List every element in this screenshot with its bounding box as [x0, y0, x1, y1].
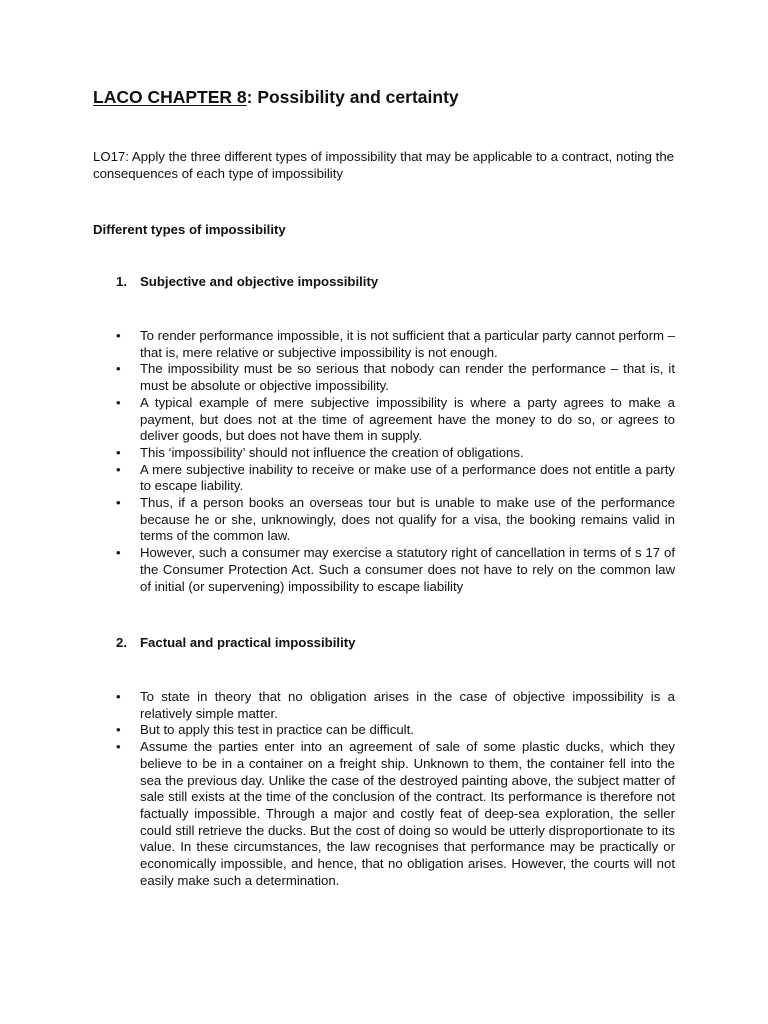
list-item [116, 395, 675, 445]
bullet-glyph: • [116, 361, 121, 377]
section-number: 1. [116, 274, 127, 289]
list-item-text: However, such a consumer may exercise a statutory right of cancellation in terms of s 17 of the Consumer Protection Act. Such a consumer does not have to rely on the common law of initial (or supervening) impossibility to escape liability [140, 545, 675, 594]
bullet-list-2 [116, 689, 675, 889]
list-item [116, 445, 675, 462]
bullet-glyph: • [116, 461, 121, 477]
section-number: 2. [116, 635, 127, 650]
list-item [116, 495, 675, 545]
list-item [116, 722, 675, 739]
list-item [116, 689, 675, 722]
section-heading-2 [116, 634, 676, 651]
list-item-text: Thus, if a person books an overseas tour but is unable to make use of the performance because he or she, unknowingly, does not qualify for a visa, the booking remains valid in terms of the common law. [140, 495, 675, 544]
list-item [116, 328, 675, 361]
subheading: Different types of impossibility [93, 222, 286, 237]
bullet-glyph: • [116, 545, 121, 561]
list-item-text: Assume the parties enter into an agreement of sale of some plastic ducks, which they believe to be in a container on a freight ship. Unknown to them, the container fell into the sea the previous day. Unlike the case of the destroyed painting above, the subject matter of sale still exists at the time of the conclusion of the contract. Its performance is therefore not factually impossible. Through a major and costly feat of deep-sea exploration, the seller could still retrieve the ducks. But the cost of doing so would be utterly disproportionate to its value. In these circumstances, the law recognises that performance may be practically or economically impossible, and hence, that no obligation arises. However, the courts will not easily make such a determination. [140, 739, 675, 888]
section-heading-1 [116, 273, 676, 290]
list-item-text: To state in theory that no obligation arises in the case of objective impossibility is a relatively simple matter. [140, 689, 675, 721]
bullet-glyph: • [116, 495, 121, 511]
list-item-text: A mere subjective inability to receive or make use of a performance does not entitle a party to escape liability. [140, 461, 675, 494]
bullet-list-1 [116, 328, 675, 595]
section-heading-text: Subjective and objective impossibility [140, 274, 379, 289]
title-text: : Possibility and certainty [246, 87, 459, 107]
list-item-text: This ‘impossibility’ should not influence the creation of obligations. [140, 444, 524, 460]
list-item [116, 739, 675, 889]
list-item [116, 361, 675, 394]
page-title [93, 86, 693, 108]
bullet-glyph: • [116, 722, 121, 738]
list-item-text: The impossibility must be so serious that nobody can render the performance – that is, it must be absolute or objective impossibility. [140, 361, 675, 394]
list-item-text: But to apply this test in practice can be difficult. [140, 722, 414, 738]
bullet-glyph: • [116, 444, 121, 460]
bullet-glyph: • [116, 739, 121, 755]
bullet-glyph: • [116, 689, 121, 704]
list-item-text: To render performance impossible, it is not sufficient that a particular party cannot perform – that is, mere relative or subjective impossibility is not enough. [140, 328, 675, 360]
list-item [116, 462, 675, 495]
title-chapter-label: LACO CHAPTER 8 [93, 87, 247, 107]
bullet-glyph: • [116, 394, 121, 410]
list-item-text: A typical example of mere subjective impossibility is where a party agrees to make a payment, but does not at the time of agreement have the money to do so, or agrees to deliver goods, but does not have them in supply. [140, 394, 675, 444]
bullet-glyph: • [116, 328, 121, 343]
learning-outcome: LO17: Apply the three different types of impossibility that may be applicable to a contract, noting the consequences of each type of impossibility [93, 149, 674, 181]
list-item [116, 545, 675, 595]
section-heading-text: Factual and practical impossibility [140, 635, 356, 650]
